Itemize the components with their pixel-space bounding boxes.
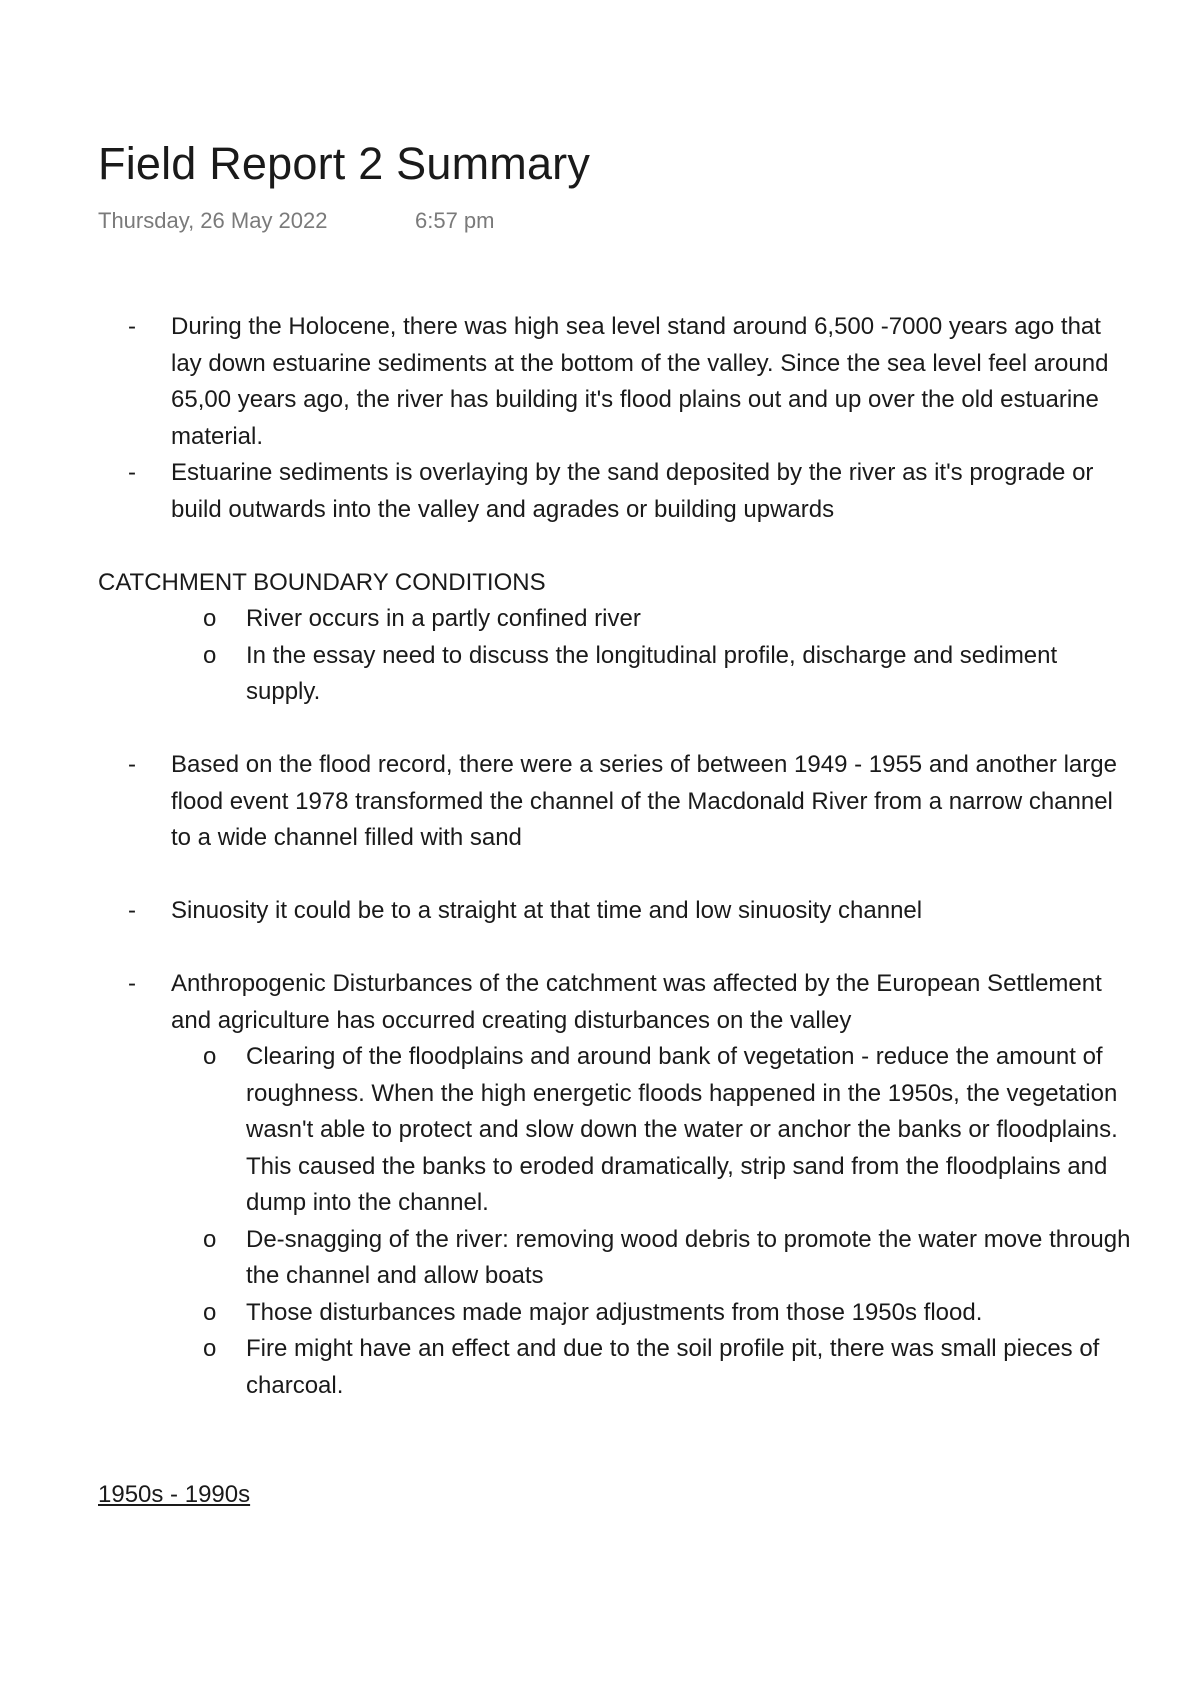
spacer (98, 528, 1138, 565)
list-item (98, 966, 1138, 1404)
catchment-heading: CATCHMENT BOUNDARY CONDITIONS (98, 568, 546, 596)
circle-bullet: o (203, 1335, 217, 1362)
spacer (98, 1404, 1138, 1441)
anthropogenic-list (98, 966, 1138, 1404)
list-item (98, 893, 1138, 930)
anthropogenic-sublist (171, 1039, 1138, 1404)
spacer (98, 857, 1138, 894)
page-time: 6:57 pm (415, 208, 495, 233)
list-item-text: Sinuosity it could be to a straight at that time and low sinuosity channel (171, 897, 923, 924)
period-heading: 1950s - 1990s (98, 1481, 251, 1508)
list-item (98, 309, 1138, 455)
circle-bullet: o (203, 1298, 217, 1326)
list-item-text: During the Holocene, there was high sea level stand around 6,500 -7000 years ago that lay down estuarine sediments at the bottom of the valley. Since the sea level feel around 65,00 years ago, the river has building it's flood plains out and up over the old estuarine material. (171, 313, 1109, 450)
list-item (171, 1039, 1138, 1222)
list-item-text: Clearing of the floodplains and around bank of vegetation - reduce the amount of roughness. When the high energetic floods happened in the 1950s, the vegetation wasn't able to protect and slow down the water or anchor the banks or floodplains. This caused the banks to eroded dramatically, strip sand from the floodplains and dump into the channel. (246, 1043, 1118, 1216)
circle-bullet: o (203, 1225, 217, 1253)
list-item (171, 1222, 1138, 1295)
page-date: Thursday, 26 May 2022 (98, 208, 328, 233)
circle-bullet: o (203, 1043, 217, 1070)
list-item-text: Fire might have an effect and due to the soil profile pit, there was small pieces of charcoal. (246, 1335, 1100, 1399)
spacer (98, 711, 1138, 748)
list-item (98, 601, 1138, 638)
dash-bullet: - (128, 970, 136, 997)
dash-bullet: - (128, 751, 136, 778)
dash-bullet: - (128, 459, 136, 486)
list-item (171, 1295, 1138, 1332)
circle-bullet: o (203, 605, 217, 632)
list-item-text: In the essay need to discuss the longitudinal profile, discharge and sediment supply. (246, 641, 1058, 705)
list-item-text: Those disturbances made major adjustments from those 1950s flood. (246, 1298, 983, 1326)
spacer (98, 1441, 1138, 1478)
sinuosity-list (98, 893, 1138, 930)
flood-record-list (98, 747, 1138, 857)
page-meta (98, 207, 495, 235)
list-item (171, 1331, 1138, 1404)
list-item-text: River occurs in a partly confined river (246, 605, 641, 632)
page-title: Field Report 2 Summary (98, 138, 591, 189)
list-item-text: Based on the flood record, there were a series of between 1949 - 1955 and another large flood event 1978 transformed the channel of the Macdonald River from a narrow channel to a wide channel filled with sand (171, 751, 1117, 851)
catchment-list (98, 601, 1138, 711)
holocene-list (98, 309, 1138, 528)
dash-bullet: - (128, 313, 136, 340)
list-item (98, 638, 1138, 711)
dash-bullet: - (128, 897, 136, 924)
list-item (98, 747, 1138, 857)
spacer (98, 930, 1138, 967)
circle-bullet: o (203, 641, 217, 669)
note-body (98, 309, 1138, 1514)
list-item-text: Anthropogenic Disturbances of the catchment was affected by the European Settlement and agriculture has occurred creating disturbances on the valley (171, 970, 1102, 1034)
list-item (98, 455, 1138, 528)
list-item-text: De-snagging of the river: removing wood debris to promote the water move through the channel and allow boats (246, 1225, 1131, 1289)
list-item-text: Estuarine sediments is overlaying by the sand deposited by the river as it's prograde or build outwards into the valley and agrades or building upwards (171, 459, 1094, 523)
